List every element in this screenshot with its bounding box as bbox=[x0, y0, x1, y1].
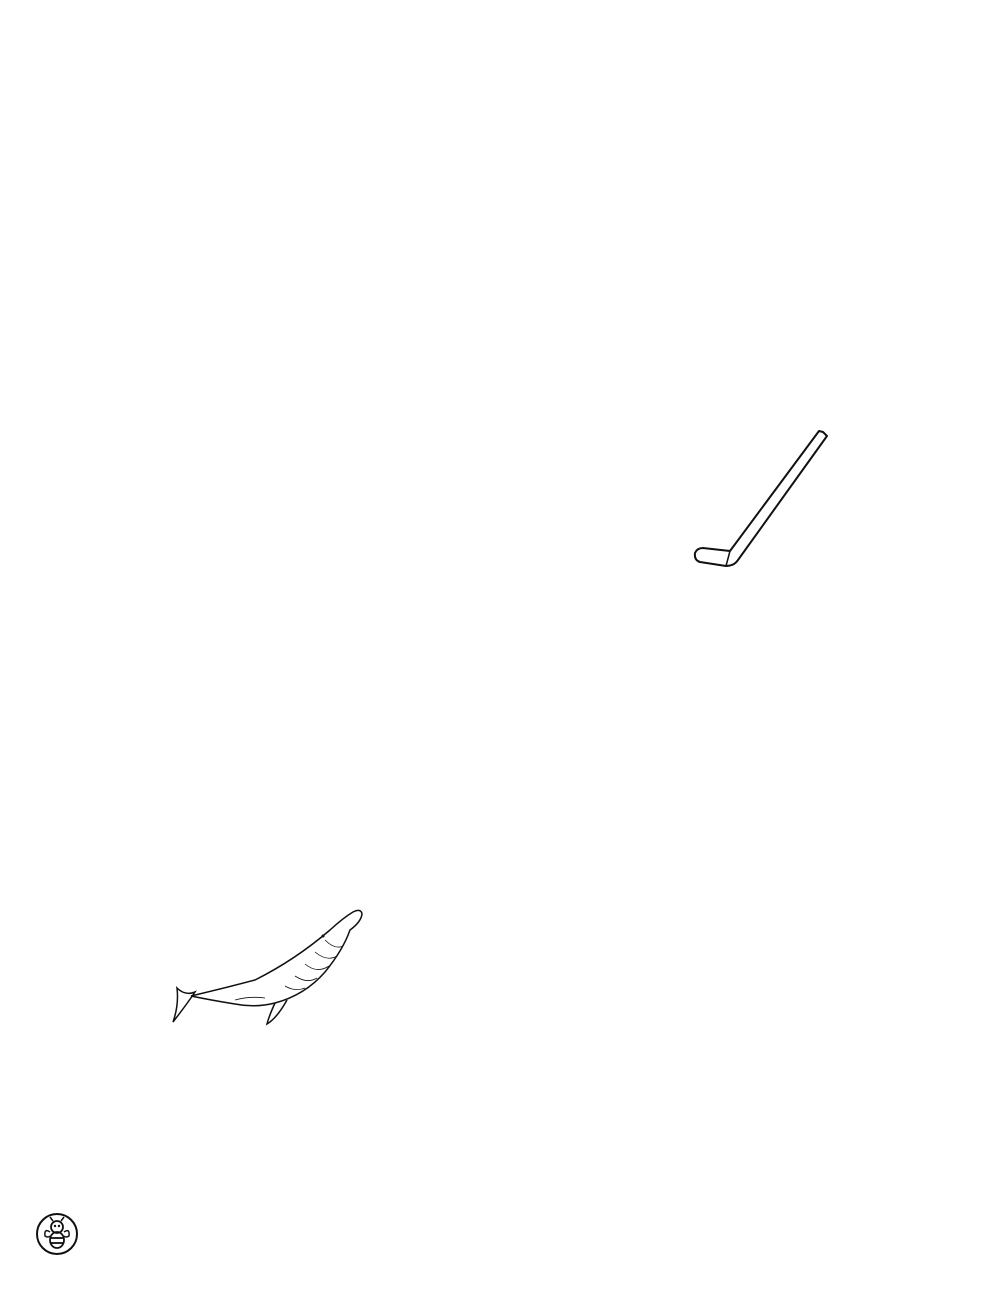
brand-logo[interactable] bbox=[35, 1212, 87, 1256]
hockey-stick-drawing bbox=[690, 425, 840, 575]
whale-drawing bbox=[165, 900, 375, 1030]
reference-grid bbox=[80, 262, 560, 742]
qr-code[interactable] bbox=[915, 1194, 971, 1250]
bee-logo-icon bbox=[35, 1212, 79, 1256]
qr-block[interactable] bbox=[912, 1190, 974, 1256]
drawing-grid bbox=[500, 732, 945, 1172]
